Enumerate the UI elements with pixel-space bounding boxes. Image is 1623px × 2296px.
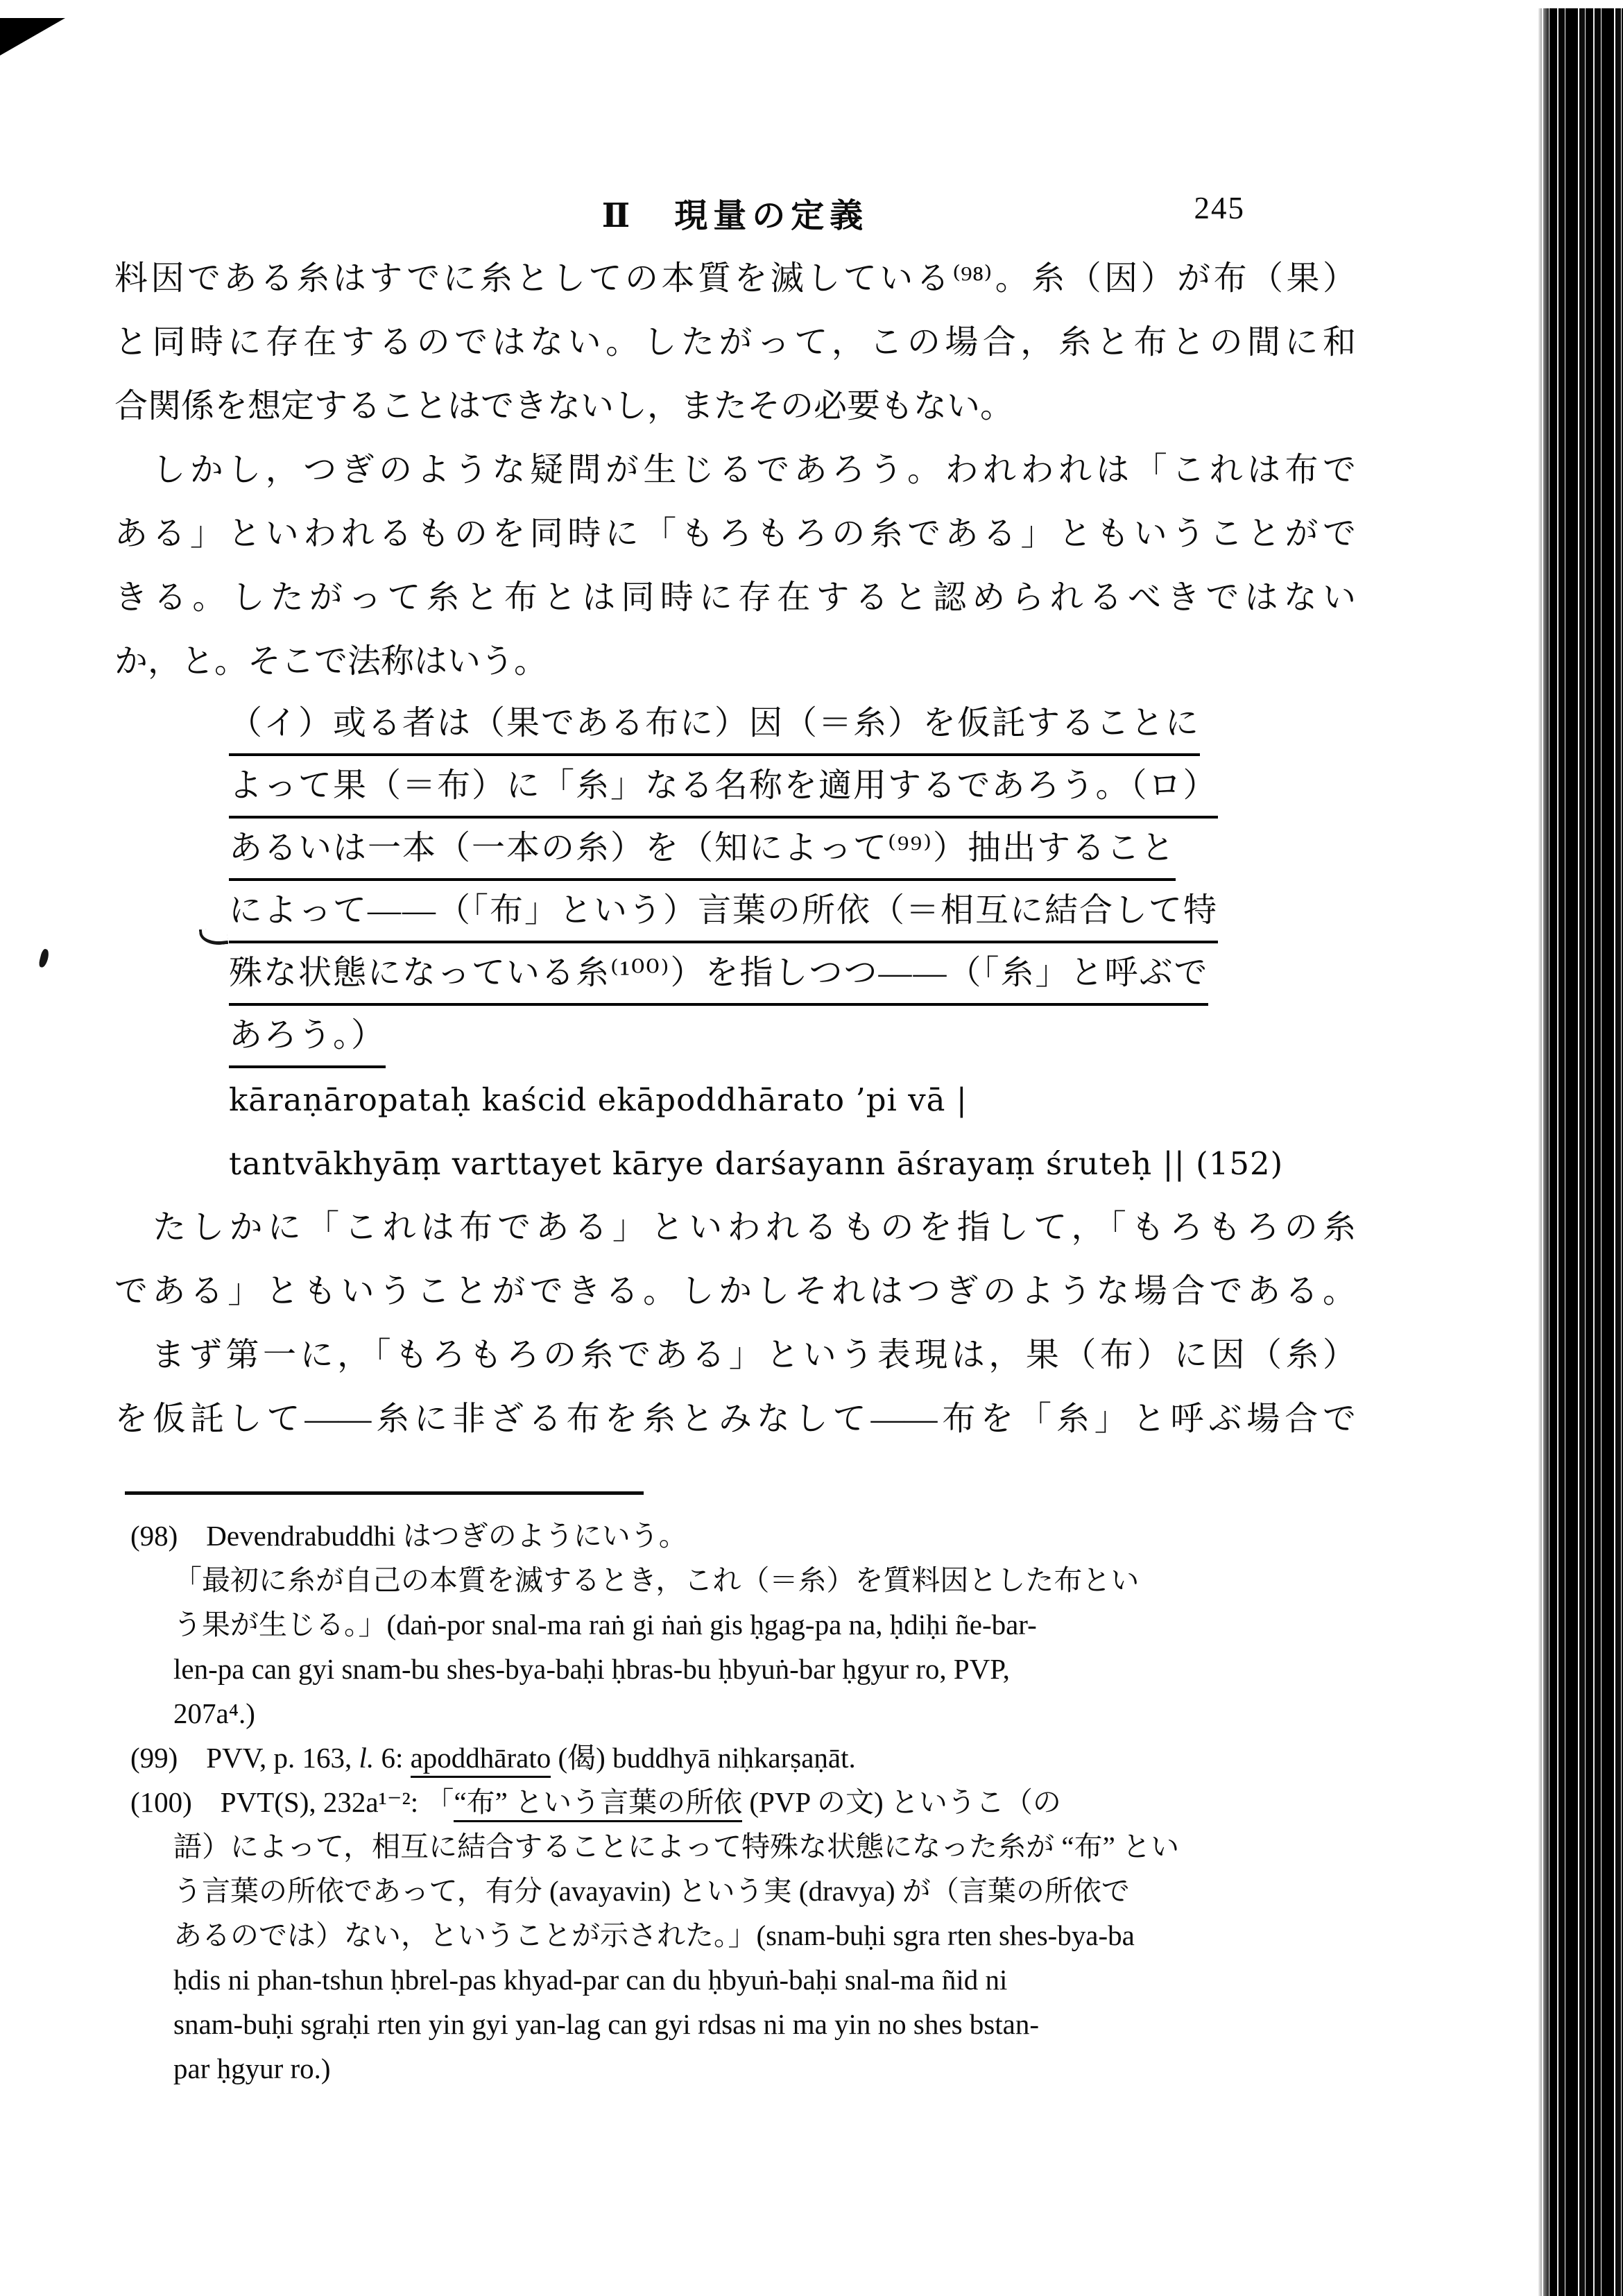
text-line: 207a⁴.) bbox=[173, 1697, 255, 1729]
text-segment: 6: bbox=[374, 1742, 411, 1774]
chapter-title: Ⅱ 現量の定義 bbox=[601, 198, 869, 234]
footnote-100 bbox=[130, 1780, 1283, 2091]
text-line: よって果（＝布）に「糸」なる名称を適用するであろう。（ロ） bbox=[229, 756, 1218, 819]
dharmakirti-quotation-block bbox=[114, 694, 1356, 1068]
text-line: 合関係を想定することはできないし，またその必要もない。 bbox=[114, 388, 1014, 425]
text-line: (98) Devendrabuddhi はつぎのようにいう。 bbox=[130, 1520, 687, 1552]
text-segment: (100) PVT(S), 232a¹⁻²: 「 bbox=[130, 1786, 454, 1818]
paragraph-explanation bbox=[114, 1196, 1356, 1323]
text-segment: (偈) buddhyā niḥkarṣaṇāt. bbox=[551, 1742, 856, 1774]
text-line: あろう。） bbox=[229, 1006, 386, 1068]
paragraph-first-case bbox=[114, 1323, 1356, 1451]
text-line: う言葉の所依であって，有分 (avayavin) という実 (dravya) が（言葉の所依で bbox=[173, 1875, 1130, 1907]
text-line: ḥdis ni phan-tshun ḥbrel-pas khyad-par can du ḥbyuṅ-baḥi snal-ma ñid ni bbox=[173, 1964, 1008, 1996]
text-line: len-pa can gyi snam-bu shes-bya-baḥi ḥbras-bu ḥbyuṅ-bar ḥgyur ro, PVP, bbox=[173, 1653, 1010, 1685]
text-line: まず第一に，「もろもろの糸である」という表現は，果（布）に因（糸） bbox=[114, 1337, 1356, 1373]
page-number: 245 bbox=[1194, 191, 1245, 225]
text-line bbox=[130, 1780, 1283, 1824]
paragraph-material-cause bbox=[114, 247, 1356, 438]
text-segment: (PVP の文) というこ（の bbox=[742, 1786, 1061, 1818]
text-line: 殊な状態になっている糸⁽¹⁰⁰⁾）を指しつつ——（「糸」と呼ぶで bbox=[229, 943, 1208, 1006]
scan-artifact-corner-wedge bbox=[0, 18, 65, 55]
text-segment: apoddhārato bbox=[411, 1742, 551, 1778]
book-binding-shadow bbox=[1538, 8, 1623, 2296]
text-line: う果が生じる。」(daṅ-por snal-ma raṅ gi ṅaṅ gis ḥgag-pa na, ḥdiḥi ñe-bar- bbox=[173, 1609, 1037, 1640]
text-line: である」ともいうことができる。しかしそれはつぎのような場合である。 bbox=[114, 1273, 1356, 1310]
text-line: par ḥgyur ro.) bbox=[173, 2053, 331, 2084]
text-line: ある」といわれるものを同時に「もろもろの糸である」ともいうことがで bbox=[114, 515, 1356, 552]
text-line: と同時に存在するのではない。したがって，この場合，糸と布との間に和 bbox=[114, 324, 1356, 361]
scan-artifact-comma-mark bbox=[38, 948, 50, 968]
text-line: あるのでは）ない，ということが示された。」(snam-buḥi sgra rten shes-bya-ba bbox=[173, 1919, 1135, 1951]
footnote-99 bbox=[130, 1736, 1283, 1780]
main-text bbox=[114, 247, 1356, 1451]
text-line: たしかに「これは布である」といわれるものを指して，「もろもろの糸 bbox=[114, 1209, 1356, 1246]
footnote-separator-rule bbox=[125, 1491, 644, 1495]
sanskrit-verse-152 bbox=[114, 1068, 1356, 1196]
text-line: 「最初に糸が自己の本質を滅するとき，これ（＝糸）を質料因とした布とい bbox=[173, 1564, 1140, 1596]
text-line: あるいは一本（一本の糸）を（知によって⁽⁹⁹⁾）抽出すること bbox=[229, 819, 1176, 881]
footnote-98 bbox=[130, 1514, 1283, 1736]
footnotes-section bbox=[130, 1514, 1283, 2091]
text-segment: “布” という言葉の所依 bbox=[454, 1786, 742, 1822]
text-line: 料因である糸はすでに糸としての本質を滅している⁽⁹⁸⁾。糸（因）が布（果） bbox=[114, 260, 1356, 297]
text-line: kāraṇāropataḥ kaścid ekāpoddhārato ’pi vā | bbox=[229, 1081, 968, 1118]
text-line: 語）によって，相互に結合することによって特殊な状態になった糸が “布” とい bbox=[173, 1831, 1180, 1862]
text-line: か，と。そこで法称はいう。 bbox=[114, 643, 548, 680]
text-line bbox=[130, 1736, 1283, 1780]
text-segment: (99) PVV, p. 163, bbox=[130, 1742, 359, 1774]
page-header bbox=[114, 189, 1356, 237]
text-line: しかし，つぎのような疑問が生じるであろう。われわれは「これは布で bbox=[114, 452, 1356, 488]
text-line: きる。したがって糸と布とは同時に存在すると認められるべきではない bbox=[114, 579, 1356, 616]
text-line: tantvākhyāṃ varttayet kārye darśayann āśrayaṃ śruteḥ || (152) bbox=[229, 1145, 1284, 1182]
paragraph-objection bbox=[114, 438, 1356, 694]
text-line: によって——（「布」という）言葉の所依（＝相互に結合して特 bbox=[229, 881, 1218, 943]
text-line: （イ）或る者は（果である布に）因（＝糸）を仮託することに bbox=[229, 694, 1200, 756]
text-line: を仮託して——糸に非ざる布を糸とみなして——布を「糸」と呼ぶ場合で bbox=[114, 1400, 1356, 1437]
text-line: snam-buḥi sgraḥi rten yin gyi yan-lag can gyi rdsas ni ma yin no shes bstan- bbox=[173, 2008, 1039, 2040]
text-segment: l. bbox=[359, 1742, 375, 1774]
